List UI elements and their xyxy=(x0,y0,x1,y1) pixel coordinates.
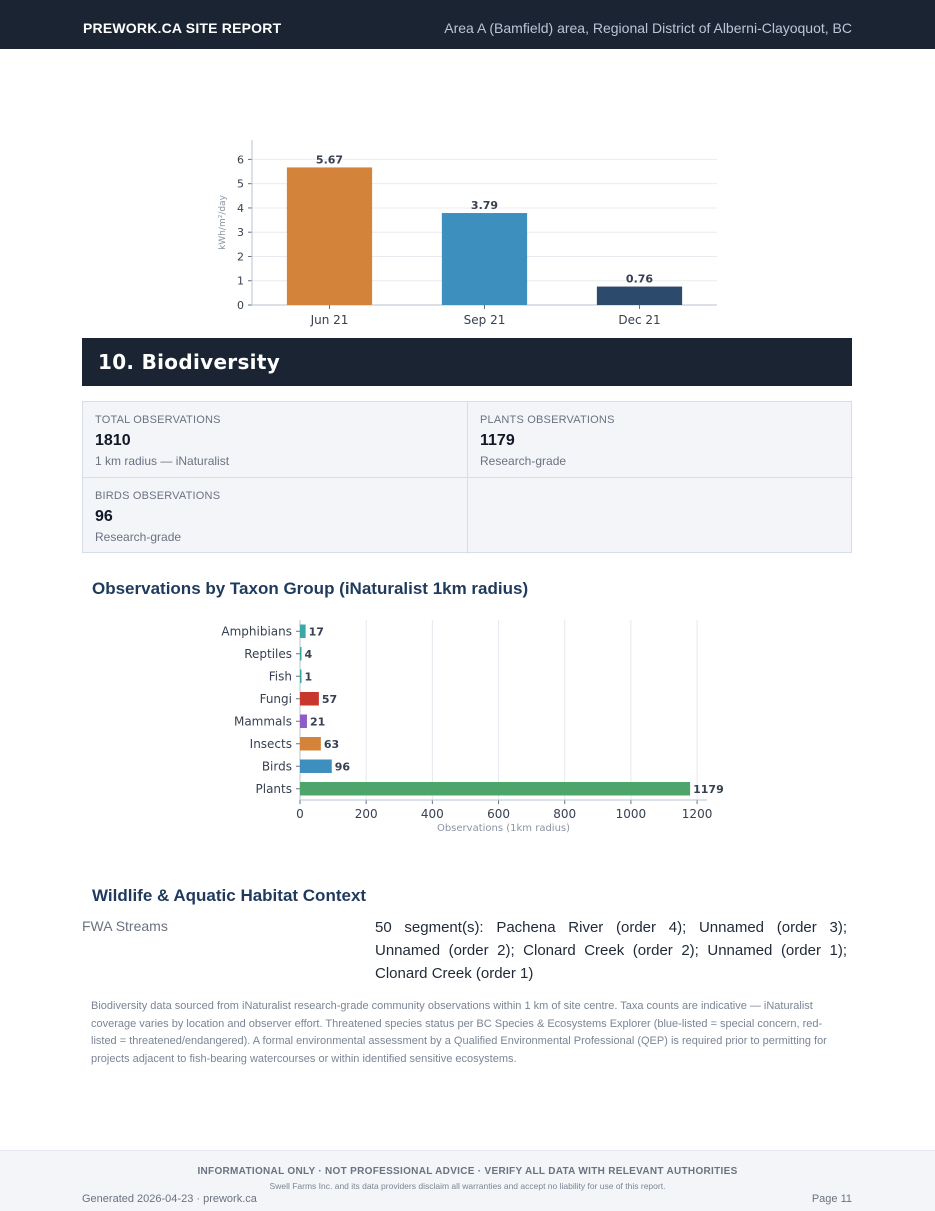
y-tick-label: 0 xyxy=(237,299,244,312)
report-location: Area A (Bamfield) area, Regional District of Alberni-Clayoquot, BC xyxy=(444,20,852,36)
bar xyxy=(300,715,307,729)
y-tick-label: Birds xyxy=(261,759,292,774)
y-axis-label: kWh/m²/day xyxy=(218,195,228,250)
bar-value-label: 3.79 xyxy=(470,199,499,213)
stat-label: TOTAL OBSERVATIONS xyxy=(95,414,221,426)
bar xyxy=(442,213,527,305)
fwa-streams-value: 50 segment(s): Pachena River (order 4); Unnamed (order 3); Unnamed (order 2); Clonard Creek (order 2); Unnamed (order 1); Clonard Creek (order 1) xyxy=(375,919,847,982)
stat-sub: Research-grade xyxy=(480,454,567,468)
x-tick-label: 600 xyxy=(487,807,510,821)
bar-value-label: 1179 xyxy=(693,782,724,796)
y-tick-label: 5 xyxy=(237,177,244,191)
y-tick-label: 6 xyxy=(237,153,244,167)
stat-label: BIRDS OBSERVATIONS xyxy=(95,490,221,502)
fwa-streams-label: FWA Streams xyxy=(82,918,168,934)
wildlife-heading: Wildlife & Aquatic Habitat Context xyxy=(92,886,367,905)
bar xyxy=(300,625,306,639)
y-tick-label: 4 xyxy=(237,201,244,215)
x-tick-label: Dec 21 xyxy=(618,313,661,327)
bar xyxy=(300,737,321,751)
data-source-note: Biodiversity data sourced from iNaturalist research-grade community observations within 1 km of site centre. Taxa counts are indicative — iNaturalist coverage varies by location and observer effort. Threatened species status per BC Species & Ecosystems Explorer (blue-listed = special concern, red-listed = threatened/endangered). A formal environmental assessment by a Qualified Environmental Professional (QEP) is required prior to permitting for projects adjacent to fish-bearing watercourses or within identified sensitive ecosystems. xyxy=(91,1000,827,1065)
stat-total-observations xyxy=(83,402,468,478)
y-tick-label: Insects xyxy=(249,736,292,751)
x-tick-label: 200 xyxy=(354,807,378,821)
footer-liability: Swell Farms Inc. and its data providers disclaim all warranties and accept no liability for use of this report. xyxy=(269,1181,666,1191)
y-tick-label: Mammals xyxy=(233,714,292,729)
section-title: 10. Biodiversity xyxy=(98,350,281,374)
bar-value-label: 1 xyxy=(304,670,313,684)
y-tick-label: 3 xyxy=(237,226,244,240)
stat-label: PLANTS OBSERVATIONS xyxy=(480,414,615,426)
report-header xyxy=(0,0,935,49)
x-tick-label: Sep 21 xyxy=(463,313,506,327)
stat-value: 1810 xyxy=(95,432,131,449)
x-tick-label: 1000 xyxy=(615,807,647,821)
stat-plants-observations xyxy=(468,402,853,478)
bar-value-label: 0.76 xyxy=(625,272,654,286)
y-tick-label: Fish xyxy=(268,669,292,684)
bar xyxy=(300,670,302,684)
report-brand: PREWORK.CA SITE REPORT xyxy=(83,20,282,36)
stats-grid xyxy=(82,401,852,553)
x-tick-label: 1200 xyxy=(681,807,713,821)
y-tick-label: 1 xyxy=(237,274,244,288)
bar-value-label: 17 xyxy=(308,625,324,639)
bar-value-label: 57 xyxy=(321,692,338,706)
bar xyxy=(287,167,372,305)
bar-value-label: 63 xyxy=(323,737,340,751)
stat-empty-cell xyxy=(468,478,853,554)
y-tick-label: Reptiles xyxy=(244,646,292,661)
section-header xyxy=(82,338,852,386)
y-tick-label: Amphibians xyxy=(221,624,292,639)
x-tick-label: 800 xyxy=(553,807,577,821)
y-tick-label: 2 xyxy=(237,250,244,264)
x-tick-label: Jun 21 xyxy=(310,313,349,327)
stat-sub: 1 km radius — iNaturalist xyxy=(95,454,230,468)
x-axis-label: Observations (1km radius) xyxy=(436,823,571,834)
x-tick-label: 0 xyxy=(296,807,304,821)
bar xyxy=(300,760,332,774)
footer-generated: Generated 2026-04-23 · prework.ca xyxy=(82,1193,257,1205)
stat-value: 1179 xyxy=(480,432,515,449)
bar xyxy=(597,287,682,305)
stat-value: 96 xyxy=(95,508,113,525)
taxon-bar-chart xyxy=(200,612,730,847)
y-tick-label: Plants xyxy=(255,781,292,796)
report-footer xyxy=(0,1150,935,1211)
y-tick-label: Fungi xyxy=(259,691,292,706)
solar-bar-chart xyxy=(200,135,730,335)
footer-page-number: Page 11 xyxy=(811,1193,852,1205)
stat-sub: Research-grade xyxy=(95,530,182,544)
stat-birds-observations xyxy=(83,478,468,554)
bar-value-label: 96 xyxy=(334,760,351,774)
footer-disclaimer: INFORMATIONAL ONLY · NOT PROFESSIONAL ADVICE · VERIFY ALL DATA WITH RELEVANT AUTHORITIES xyxy=(197,1166,738,1177)
bar xyxy=(300,782,690,796)
taxon-chart-heading: Observations by Taxon Group (iNaturalist 1km radius) xyxy=(92,579,529,598)
bar xyxy=(300,647,302,661)
bar-value-label: 4 xyxy=(304,647,313,661)
x-tick-label: 400 xyxy=(420,807,444,821)
bar-value-label: 5.67 xyxy=(315,153,344,167)
bar xyxy=(300,692,319,706)
bar-value-label: 21 xyxy=(309,715,326,729)
